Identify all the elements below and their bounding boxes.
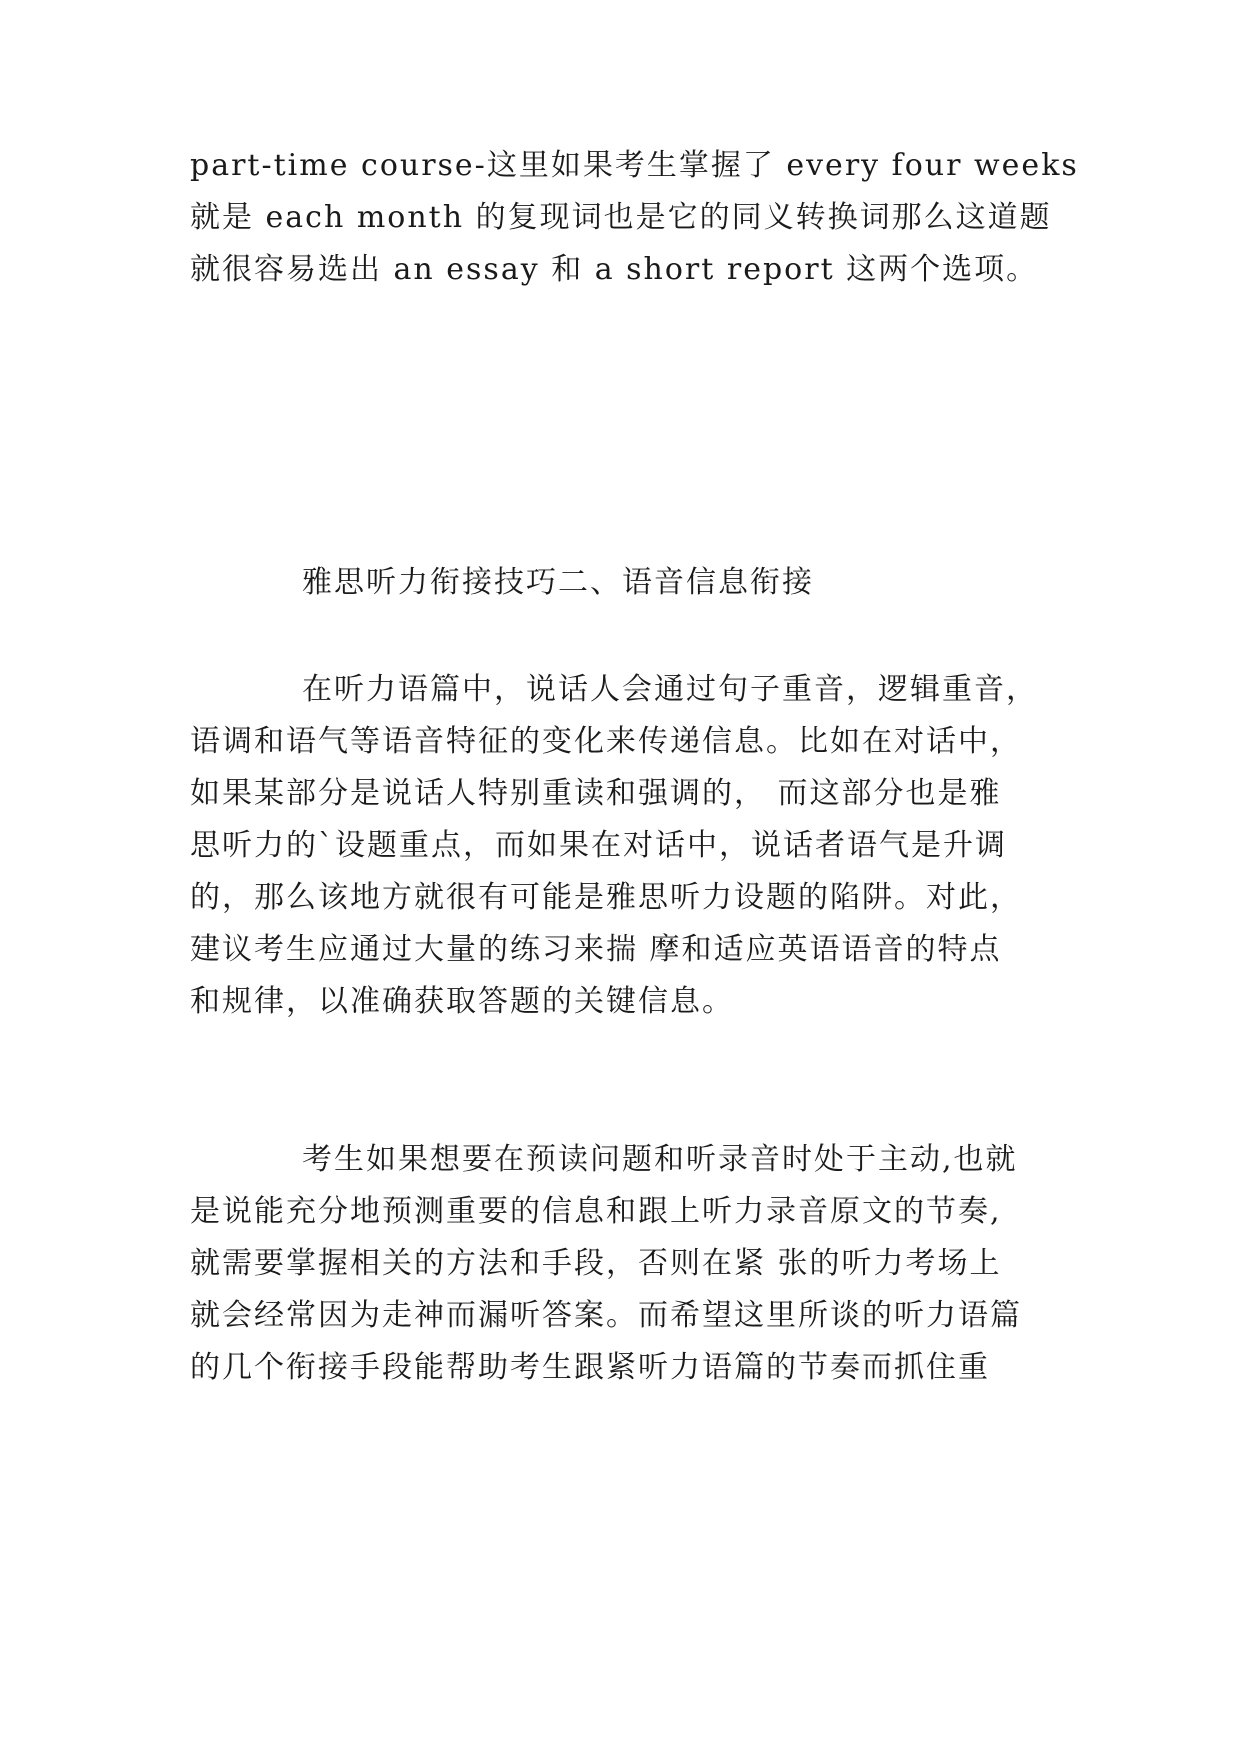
paragraph-line: 是说能充分地预测重要的信息和跟上听力录音原文的节奏,: [190, 1194, 1002, 1229]
paragraph-line: 的，那么该地方就很有可能是雅思听力设题的陷阱。对此，: [190, 880, 1022, 915]
paragraph-line: 语调和语气等语音特征的变化来传递信息。比如在对话中，: [190, 724, 1022, 759]
paragraph-line: 就需要掌握相关的方法和手段，否则在紧 张的听力考场上: [190, 1246, 1002, 1281]
section-heading: 雅思听力衔接技巧二、语音信息衔接: [302, 565, 814, 600]
paragraph-line: 在听力语篇中，说话人会通过句子重音，逻辑重音，: [302, 672, 1038, 707]
paragraph-line: 和规律，以准确获取答题的关键信息。: [190, 984, 734, 1019]
paragraph-line: 的几个衔接手段能帮助考生跟紧听力语篇的节奏而抓住重: [190, 1350, 990, 1385]
paragraph-line: 就很容易选出 an essay 和 a short report 这两个选项。: [190, 252, 1039, 287]
paragraph-line: 思听力的`设题重点，而如果在对话中，说话者语气是升调: [190, 828, 1007, 863]
paragraph-line: 就是 each month 的复现词也是它的同义转换词那么这道题: [190, 200, 1052, 235]
paragraph-line: part-time course-这里如果考生掌握了 every four weeks: [190, 148, 1079, 183]
paragraph-line: 如果某部分是说话人特别重读和强调的， 而这部分也是雅: [190, 776, 1002, 811]
paragraph-line: 考生如果想要在预读问题和听录音时处于主动,也就: [302, 1142, 1018, 1177]
paragraph-line: 就会经常因为走神而漏听答案。而希望这里所谈的听力语篇: [190, 1298, 1022, 1333]
paragraph-line: 建议考生应通过大量的练习来揣 摩和适应英语语音的特点: [190, 932, 1002, 967]
